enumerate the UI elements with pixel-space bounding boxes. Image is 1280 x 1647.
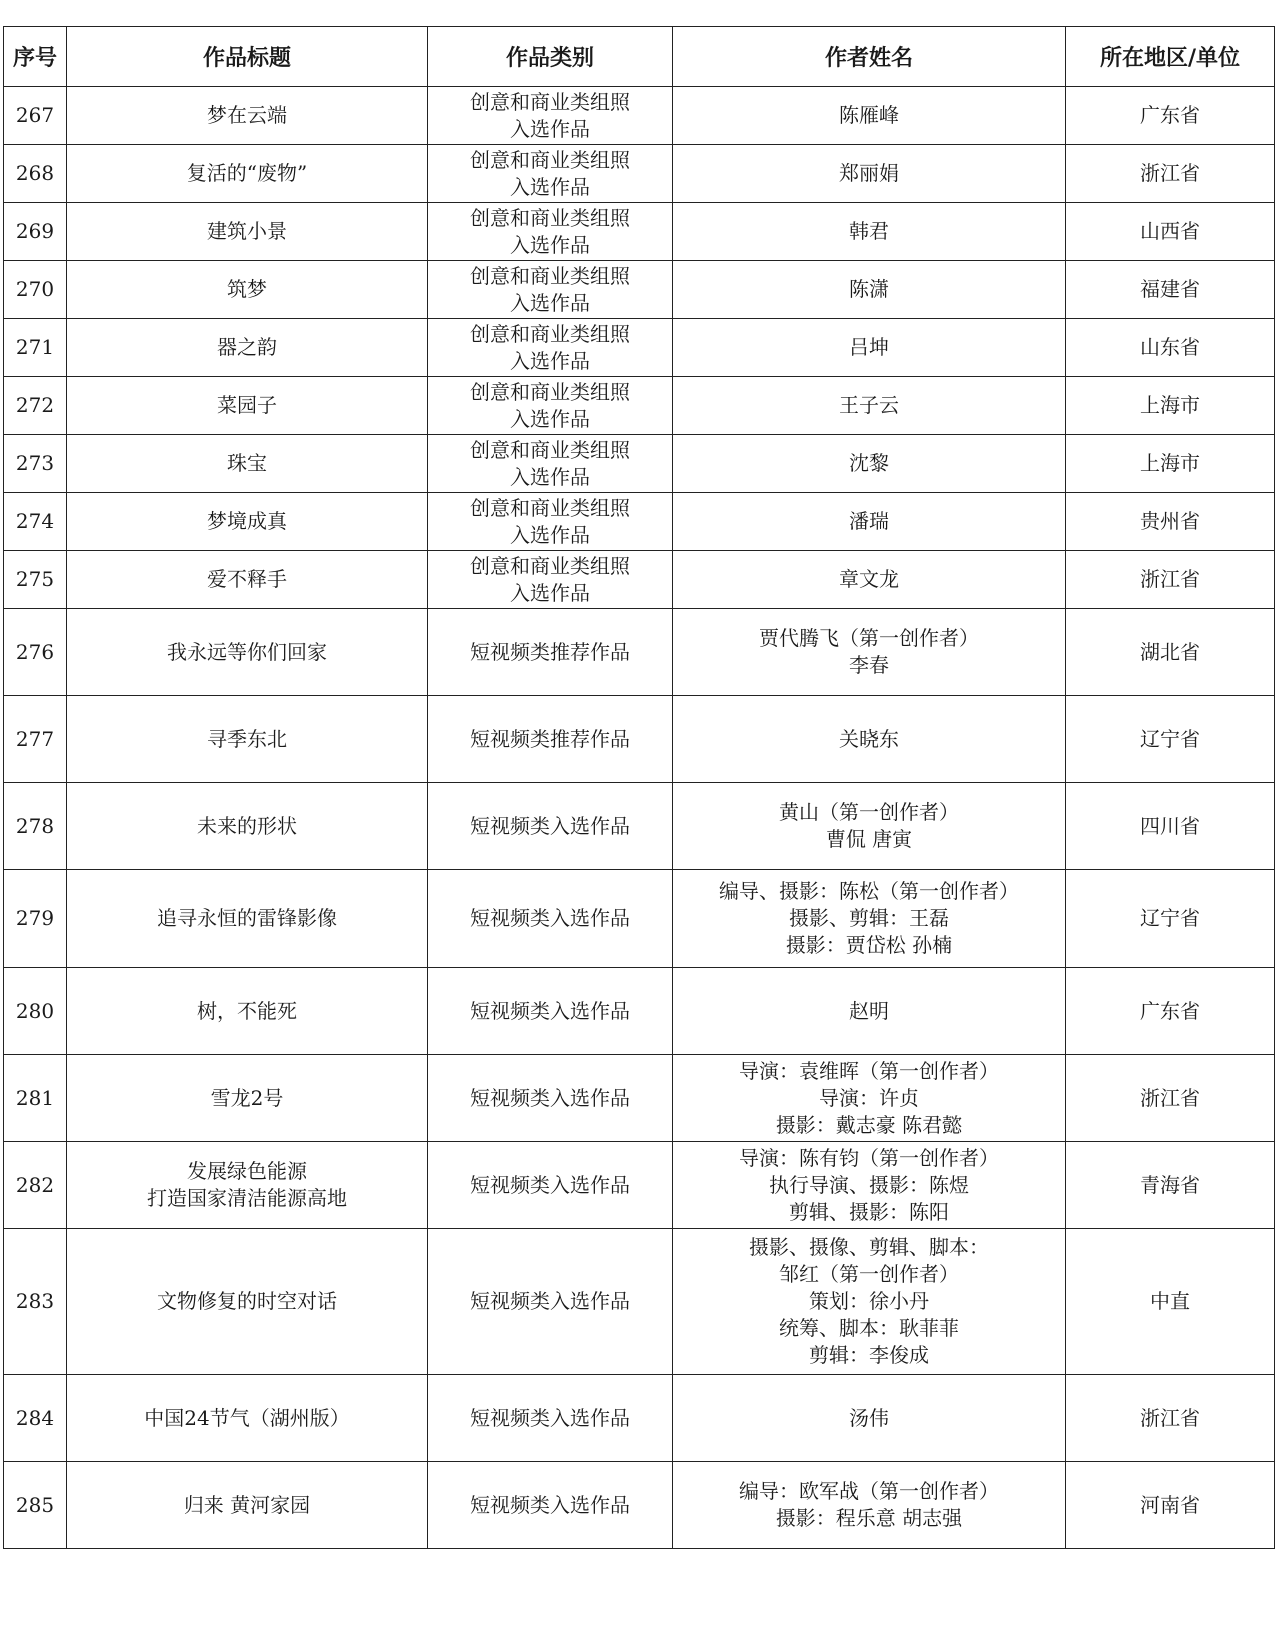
header-title: 作品标题 xyxy=(67,27,428,87)
cell-category xyxy=(428,1462,673,1549)
cell-category xyxy=(428,493,673,551)
cell-author xyxy=(673,696,1066,783)
cell-number: 272 xyxy=(4,377,67,435)
cell-title xyxy=(67,870,428,968)
cell-author xyxy=(673,493,1066,551)
cell-region: 山西省 xyxy=(1066,203,1275,261)
cell-region: 贵州省 xyxy=(1066,493,1275,551)
cell-category-line: 创意和商业类组照 xyxy=(470,147,630,172)
table-row xyxy=(4,1142,1275,1229)
table-row xyxy=(4,968,1275,1055)
cell-category-line: 短视频类推荐作品 xyxy=(470,639,630,664)
cell-category xyxy=(428,203,673,261)
header-region: 所在地区/单位 xyxy=(1066,27,1275,87)
cell-author-line: 剪辑：李俊成 xyxy=(809,1343,929,1367)
cell-title-line: 追寻永恒的雷锋影像 xyxy=(157,906,337,930)
table-row xyxy=(4,1229,1275,1375)
cell-region: 中直 xyxy=(1066,1229,1275,1375)
cell-number: 271 xyxy=(4,319,67,377)
table-row xyxy=(4,261,1275,319)
cell-category-line: 创意和商业类组照 xyxy=(470,89,630,114)
cell-category-line: 创意和商业类组照 xyxy=(470,205,630,230)
cell-category-line: 创意和商业类组照 xyxy=(470,437,630,462)
cell-author-line: 编导、摄影：陈松（第一创作者） xyxy=(719,879,1019,903)
cell-category xyxy=(428,696,673,783)
cell-category xyxy=(428,1375,673,1462)
cell-author xyxy=(673,435,1066,493)
cell-title xyxy=(67,968,428,1055)
cell-title xyxy=(67,87,428,145)
cell-title xyxy=(67,551,428,609)
cell-title-line: 器之韵 xyxy=(217,335,277,359)
cell-region: 浙江省 xyxy=(1066,1055,1275,1142)
cell-category-line: 创意和商业类组照 xyxy=(470,379,630,404)
cell-author xyxy=(673,1055,1066,1142)
cell-category xyxy=(428,870,673,968)
cell-title xyxy=(67,609,428,696)
cell-category xyxy=(428,435,673,493)
cell-title xyxy=(67,319,428,377)
cell-author-line: 导演：袁维晖（第一创作者） xyxy=(739,1058,999,1083)
cell-author xyxy=(673,261,1066,319)
cell-author-line: 潘瑞 xyxy=(849,509,889,533)
cell-author-line: 编导：欧军战（第一创作者） xyxy=(739,1479,999,1503)
cell-number: 282 xyxy=(4,1142,67,1229)
cell-title xyxy=(67,145,428,203)
cell-author-line: 执行导演、摄影：陈煜 xyxy=(769,1172,969,1197)
cell-author-line: 黄山（第一创作者） xyxy=(779,800,959,824)
cell-category xyxy=(428,1229,673,1375)
cell-category-line: 入选作品 xyxy=(510,580,590,605)
table-body xyxy=(4,87,1275,1549)
cell-category-line: 创意和商业类组照 xyxy=(470,321,630,346)
cell-region: 辽宁省 xyxy=(1066,870,1275,968)
cell-author xyxy=(673,870,1066,968)
cell-region: 广东省 xyxy=(1066,968,1275,1055)
cell-author-line: 曹侃 唐寅 xyxy=(825,827,913,851)
table-header-row xyxy=(4,27,1275,87)
table-row xyxy=(4,493,1275,551)
cell-author xyxy=(673,1229,1066,1375)
cell-author-line: 吕坤 xyxy=(849,335,889,359)
cell-author-line: 摄影：贾岱松 孙楠 xyxy=(785,933,953,957)
cell-author xyxy=(673,609,1066,696)
cell-region: 浙江省 xyxy=(1066,1375,1275,1462)
cell-author-line: 策划：徐小丹 xyxy=(809,1289,929,1313)
cell-category xyxy=(428,1142,673,1229)
cell-category-line: 短视频类入选作品 xyxy=(470,813,630,838)
cell-category-line: 入选作品 xyxy=(510,232,590,257)
cell-category-line: 短视频类入选作品 xyxy=(470,1492,630,1517)
cell-category-line: 创意和商业类组照 xyxy=(470,263,630,288)
cell-region: 四川省 xyxy=(1066,783,1275,870)
cell-author-line: 韩君 xyxy=(849,219,889,243)
cell-number: 279 xyxy=(4,870,67,968)
cell-category xyxy=(428,551,673,609)
cell-category-line: 入选作品 xyxy=(510,522,590,547)
cell-region: 上海市 xyxy=(1066,377,1275,435)
cell-title-line: 归来 黄河家园 xyxy=(183,1492,311,1517)
cell-number: 285 xyxy=(4,1462,67,1549)
cell-title xyxy=(67,783,428,870)
cell-category xyxy=(428,261,673,319)
cell-number: 278 xyxy=(4,783,67,870)
cell-author-line: 摄影、剪辑：王磊 xyxy=(789,906,949,930)
cell-author xyxy=(673,551,1066,609)
cell-title-line: 树，不能死 xyxy=(197,998,297,1023)
cell-author-line: 沈黎 xyxy=(849,451,889,475)
cell-category xyxy=(428,968,673,1055)
awards-table xyxy=(3,26,1275,1549)
cell-title-line: 爱不释手 xyxy=(207,567,287,591)
table-row xyxy=(4,319,1275,377)
cell-title xyxy=(67,435,428,493)
cell-number: 281 xyxy=(4,1055,67,1142)
cell-author-line: 陈潇 xyxy=(849,277,889,301)
table-row xyxy=(4,696,1275,783)
cell-category-line: 短视频类推荐作品 xyxy=(470,726,630,751)
cell-title xyxy=(67,1229,428,1375)
cell-title-line: 梦在云端 xyxy=(207,103,287,127)
cell-number: 270 xyxy=(4,261,67,319)
cell-number: 276 xyxy=(4,609,67,696)
cell-number: 275 xyxy=(4,551,67,609)
cell-author-line: 关晓东 xyxy=(839,726,899,751)
cell-category xyxy=(428,377,673,435)
cell-title-line: 寻季东北 xyxy=(207,726,287,751)
cell-category xyxy=(428,87,673,145)
cell-category-line: 入选作品 xyxy=(510,290,590,315)
cell-category-line: 入选作品 xyxy=(510,174,590,199)
cell-category-line: 入选作品 xyxy=(510,348,590,373)
cell-title-line: 中国24节气（湖州版） xyxy=(144,1405,350,1430)
table-row xyxy=(4,551,1275,609)
table-row xyxy=(4,870,1275,968)
cell-category-line: 入选作品 xyxy=(510,116,590,141)
cell-author-line: 剪辑、摄影：陈阳 xyxy=(789,1199,949,1224)
cell-author-line: 导演：陈有钧（第一创作者） xyxy=(739,1145,999,1170)
cell-category xyxy=(428,319,673,377)
cell-title-line: 复活的“废物” xyxy=(186,161,308,185)
cell-title xyxy=(67,203,428,261)
table-row xyxy=(4,609,1275,696)
cell-title xyxy=(67,493,428,551)
cell-number: 267 xyxy=(4,87,67,145)
cell-title xyxy=(67,696,428,783)
cell-author xyxy=(673,319,1066,377)
cell-region: 湖北省 xyxy=(1066,609,1275,696)
cell-title xyxy=(67,377,428,435)
cell-author-line: 邹红（第一创作者） xyxy=(779,1262,959,1286)
cell-author xyxy=(673,1462,1066,1549)
cell-category-line: 短视频类入选作品 xyxy=(470,998,630,1023)
cell-region: 上海市 xyxy=(1066,435,1275,493)
cell-title-line: 打造国家清洁能源高地 xyxy=(147,1186,347,1210)
table-row xyxy=(4,1375,1275,1462)
cell-category-line: 短视频类入选作品 xyxy=(470,1085,630,1110)
cell-category-line: 入选作品 xyxy=(510,464,590,489)
cell-author-line: 统筹、脚本：耿菲菲 xyxy=(779,1316,959,1340)
cell-region: 河南省 xyxy=(1066,1462,1275,1549)
table-row xyxy=(4,783,1275,870)
cell-author-line: 李春 xyxy=(849,653,889,677)
cell-category xyxy=(428,1055,673,1142)
cell-author-line: 导演：许贞 xyxy=(819,1085,919,1110)
cell-category xyxy=(428,783,673,870)
cell-author xyxy=(673,145,1066,203)
cell-title xyxy=(67,1055,428,1142)
cell-author-line: 摄影：程乐意 胡志强 xyxy=(775,1506,963,1530)
cell-category-line: 创意和商业类组照 xyxy=(470,553,630,578)
cell-category-line: 短视频类入选作品 xyxy=(470,1405,630,1430)
cell-author xyxy=(673,377,1066,435)
header-author: 作者姓名 xyxy=(673,27,1066,87)
table-row xyxy=(4,435,1275,493)
cell-title-line: 珠宝 xyxy=(227,451,267,475)
table-row xyxy=(4,1055,1275,1142)
cell-category-line: 短视频类入选作品 xyxy=(470,906,630,930)
cell-number: 269 xyxy=(4,203,67,261)
cell-title-line: 雪龙2号 xyxy=(210,1085,284,1110)
cell-category-line: 短视频类入选作品 xyxy=(470,1172,630,1197)
cell-category xyxy=(428,145,673,203)
cell-author-line: 王子云 xyxy=(839,393,899,417)
cell-number: 274 xyxy=(4,493,67,551)
cell-region: 辽宁省 xyxy=(1066,696,1275,783)
cell-title-line: 我永远等你们回家 xyxy=(167,639,327,664)
cell-title xyxy=(67,1462,428,1549)
cell-author xyxy=(673,203,1066,261)
cell-region: 福建省 xyxy=(1066,261,1275,319)
cell-author xyxy=(673,87,1066,145)
cell-author-line: 郑丽娟 xyxy=(839,161,899,185)
cell-title-line: 菜园子 xyxy=(217,393,277,417)
table-row xyxy=(4,1462,1275,1549)
cell-title-line: 建筑小景 xyxy=(207,219,287,243)
cell-region: 山东省 xyxy=(1066,319,1275,377)
cell-author xyxy=(673,968,1066,1055)
table-row xyxy=(4,87,1275,145)
table-row xyxy=(4,377,1275,435)
cell-region: 广东省 xyxy=(1066,87,1275,145)
cell-number: 268 xyxy=(4,145,67,203)
cell-number: 284 xyxy=(4,1375,67,1462)
cell-title-line: 文物修复的时空对话 xyxy=(157,1289,337,1313)
cell-region: 浙江省 xyxy=(1066,551,1275,609)
table-row xyxy=(4,203,1275,261)
cell-author-line: 摄影、摄像、剪辑、脚本： xyxy=(749,1235,989,1259)
header-number: 序号 xyxy=(4,27,67,87)
cell-title xyxy=(67,1142,428,1229)
cell-title-line: 发展绿色能源 xyxy=(187,1159,307,1183)
header-category: 作品类别 xyxy=(428,27,673,87)
cell-author-line: 陈雁峰 xyxy=(839,103,899,127)
cell-title-line: 未来的形状 xyxy=(197,813,297,838)
cell-title-line: 筑梦 xyxy=(227,277,267,301)
cell-author-line: 赵明 xyxy=(849,998,889,1023)
cell-category-line: 短视频类入选作品 xyxy=(470,1289,630,1313)
cell-category-line: 入选作品 xyxy=(510,406,590,431)
cell-category xyxy=(428,609,673,696)
cell-number: 273 xyxy=(4,435,67,493)
cell-author xyxy=(673,1375,1066,1462)
cell-author-line: 摄影：戴志豪 陈君懿 xyxy=(775,1112,963,1137)
cell-title xyxy=(67,261,428,319)
cell-number: 283 xyxy=(4,1229,67,1375)
table-row xyxy=(4,145,1275,203)
cell-region: 青海省 xyxy=(1066,1142,1275,1229)
cell-author-line: 贾代腾飞（第一创作者） xyxy=(759,626,979,650)
cell-author-line: 汤伟 xyxy=(849,1405,889,1430)
cell-author xyxy=(673,1142,1066,1229)
cell-author-line: 章文龙 xyxy=(839,567,899,591)
cell-author xyxy=(673,783,1066,870)
cell-number: 280 xyxy=(4,968,67,1055)
cell-category-line: 创意和商业类组照 xyxy=(470,495,630,520)
cell-number: 277 xyxy=(4,696,67,783)
cell-region: 浙江省 xyxy=(1066,145,1275,203)
cell-title-line: 梦境成真 xyxy=(207,509,287,533)
cell-title xyxy=(67,1375,428,1462)
